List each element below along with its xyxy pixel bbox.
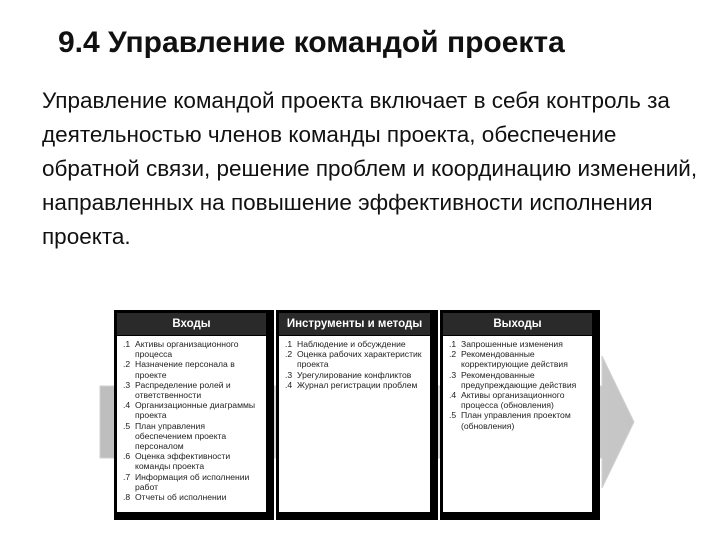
list-item (123, 359, 262, 379)
item-text: Отчеты об исполнении (135, 492, 227, 503)
item-text: Урегулирование конфликтов (297, 369, 412, 380)
item-number: .4 (285, 379, 293, 390)
item-text: Информация об исполнении работ (135, 471, 250, 492)
outputs-column (440, 310, 600, 520)
list-item (285, 339, 426, 349)
item-text: Распределение ролей и ответственности (135, 379, 231, 401)
item-number: .5 (123, 420, 131, 431)
list-item (123, 339, 262, 359)
item-text: Рекомендованные предупреждающие действия (461, 369, 577, 390)
item-number: .1 (123, 339, 131, 349)
item-text: Активы организационного процесса (обновления) (461, 390, 565, 411)
item-text: Оценка рабочих характеристик проекта (297, 349, 422, 370)
list-item (123, 492, 262, 502)
item-number: .6 (123, 451, 131, 462)
item-number: .2 (449, 349, 457, 360)
list-item (449, 370, 588, 390)
list-item (449, 390, 588, 410)
item-text: Организационные диаграммы проекта (135, 400, 256, 421)
list-item (123, 380, 262, 400)
item-text: Активы организационного процесса (135, 339, 239, 360)
item-number: .3 (449, 369, 457, 380)
item-text: План управления обеспечением проекта персоналом (135, 420, 227, 452)
item-number: .3 (123, 379, 131, 390)
tools-column (276, 310, 438, 520)
item-number: .7 (123, 471, 131, 482)
item-text: Наблюдение и обсуждение (297, 339, 406, 349)
list-item (123, 472, 262, 492)
item-text: План управления проектом (обновления) (461, 410, 571, 431)
item-text: Оценка эффективности команды проекта (135, 451, 231, 472)
item-number: .4 (123, 400, 131, 411)
list-item (449, 339, 588, 349)
item-text: Журнал регистрации проблем (297, 379, 418, 390)
item-number: .4 (449, 390, 457, 401)
list-item (123, 400, 262, 420)
list-item (123, 451, 262, 471)
item-number: .2 (123, 359, 131, 370)
inputs-column-header: Входы (117, 313, 266, 336)
item-number: .1 (285, 339, 293, 349)
list-item (449, 410, 588, 430)
item-number: .8 (123, 492, 131, 503)
inputs-list (117, 336, 266, 502)
tools-column-header: Инструменты и методы (279, 313, 430, 336)
outputs-list (443, 336, 592, 431)
tools-list (279, 336, 430, 390)
item-number: .2 (285, 349, 293, 360)
slide-title: 9.4 Управление командой проекта (58, 26, 565, 59)
item-number: .5 (449, 410, 457, 421)
outputs-column-header: Выходы (443, 313, 592, 336)
item-text: Рекомендованные корректирующие действия (461, 349, 568, 370)
inputs-column (114, 310, 274, 520)
list-item (285, 370, 426, 380)
list-item (449, 349, 588, 369)
list-item (123, 421, 262, 452)
item-text: Запрошенные изменения (461, 339, 563, 349)
item-number: .1 (449, 339, 457, 349)
item-text: Назначение персонала в проекте (135, 359, 235, 380)
item-number: .3 (285, 369, 293, 380)
list-item (285, 380, 426, 390)
slide-body-text: Управление командой проекта включает в себя контроль за деятельностью членов команды проекта, обеспечение обратной связи, решение проблем и координацию изменений, направленных на повышение эффективности исполнения проекта. (42, 88, 698, 249)
list-item (285, 349, 426, 369)
